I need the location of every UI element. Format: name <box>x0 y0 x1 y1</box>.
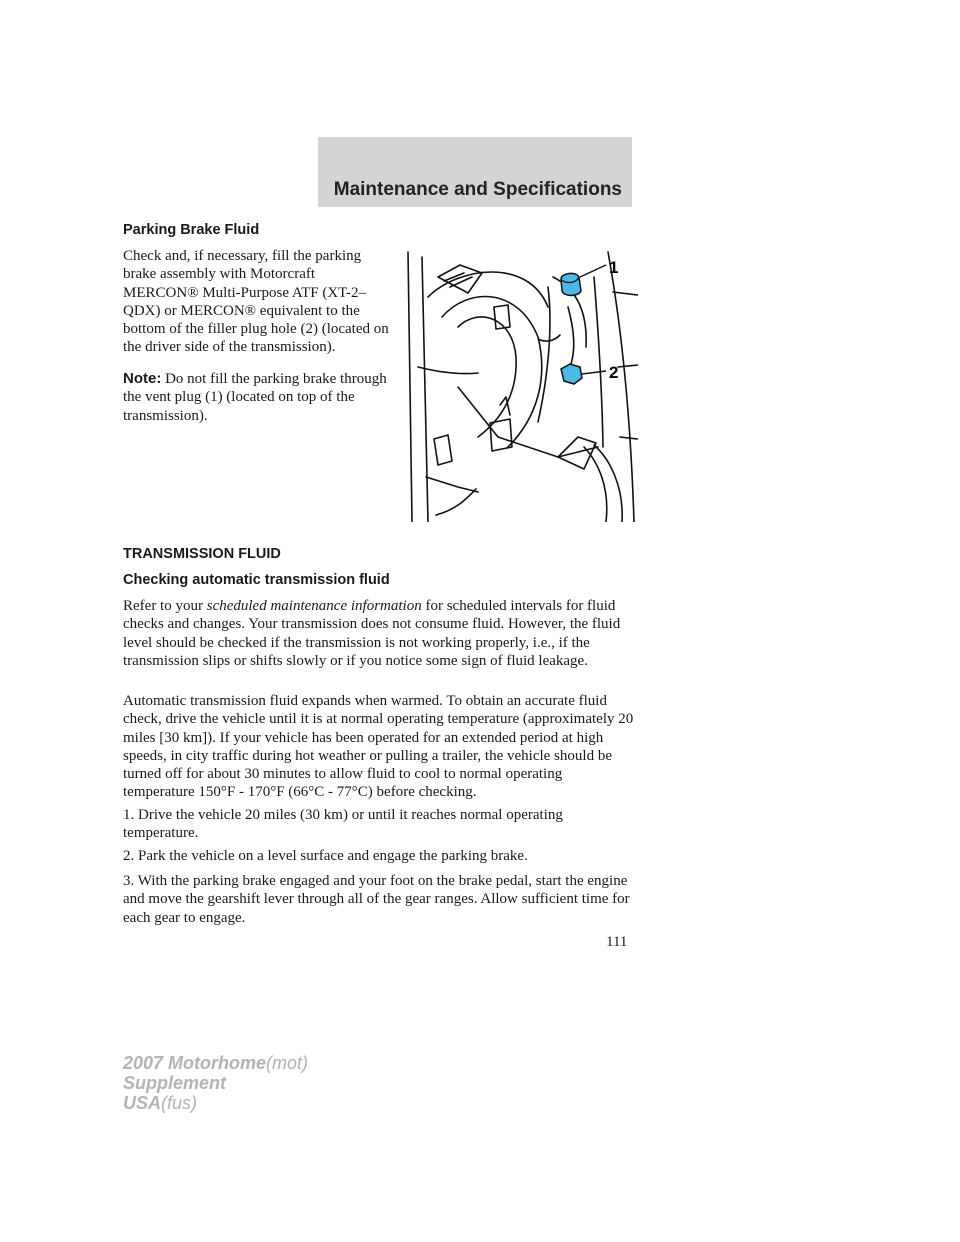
page-header-title: Maintenance and Specifications <box>333 179 622 200</box>
transmission-intro-paragraph <box>123 597 635 670</box>
step-1: 1. Drive the vehicle 20 miles (30 km) or until it reaches normal operating temperature. <box>123 807 563 842</box>
parking-brake-body: Check and, if necessary, fill the parking brake assembly with Motorcraft MERCON® Multi-Purpose ATF (XT-2–QDX) or MERCON® equivalent to the bottom of the filler plug hole (2) (located on the driver side of the transmission). <box>123 248 389 356</box>
transmission-plug-illustration <box>398 247 638 522</box>
page-number: 111 <box>606 934 628 950</box>
p1-before: Refer to your <box>123 598 207 614</box>
checking-fluid-subheading: Checking automatic transmission fluid <box>123 572 390 588</box>
parking-brake-note <box>123 370 391 425</box>
p1-after: for scheduled intervals for fluid checks and changes. Your transmission does not consume fluid. However, the fluid level should be checked if the transmission is not working properly, i.e., if the transmission slips or shifts slowly or if you notice some sign of fluid leakage. <box>123 598 621 669</box>
step-3: 3. With the parking brake engaged and your foot on the brake pedal, start the engine and move the gearshift lever through all of the gear ranges. Allow sufficient time for each gear to engage. <box>123 873 630 926</box>
footer-market: USA <box>123 1093 162 1113</box>
header-band <box>318 137 632 207</box>
note-text: Do not fill the parking brake through the vent plug (1) (located on top of the transmission). <box>123 371 387 424</box>
footer-model: 2007 Motorhome <box>123 1053 267 1073</box>
parking-brake-heading: Parking Brake Fluid <box>123 222 260 238</box>
note-label: Note: <box>123 370 162 387</box>
footer-imprint <box>123 1053 308 1113</box>
step-2: 2. Park the vehicle on a level surface and engage the parking brake. <box>123 848 528 864</box>
callout-2: 2 <box>609 363 619 382</box>
footer-supplement: Supplement <box>123 1073 227 1093</box>
footer-model-code: (mot) <box>266 1053 309 1073</box>
callout-1: 1 <box>609 258 619 277</box>
p1-italic: scheduled maintenance information <box>206 598 422 614</box>
transmission-fluid-heading: TRANSMISSION FLUID <box>123 546 281 562</box>
footer-market-code: (fus) <box>161 1093 198 1113</box>
fluid-expansion-paragraph: Automatic transmission fluid expands when warmed. To obtain an accurate fluid check, drive the vehicle until it is at normal operating temperature (approximately 20 miles [30 km]). If your vehicle has been operated for an extended period at high speeds, in city traffic during hot weather or pulling a trailer, the vehicle should be turned off for about 30 minutes to allow fluid to cool to normal operating temperature 150°F - 170°F (66°C - 77°C) before checking. <box>123 693 634 801</box>
